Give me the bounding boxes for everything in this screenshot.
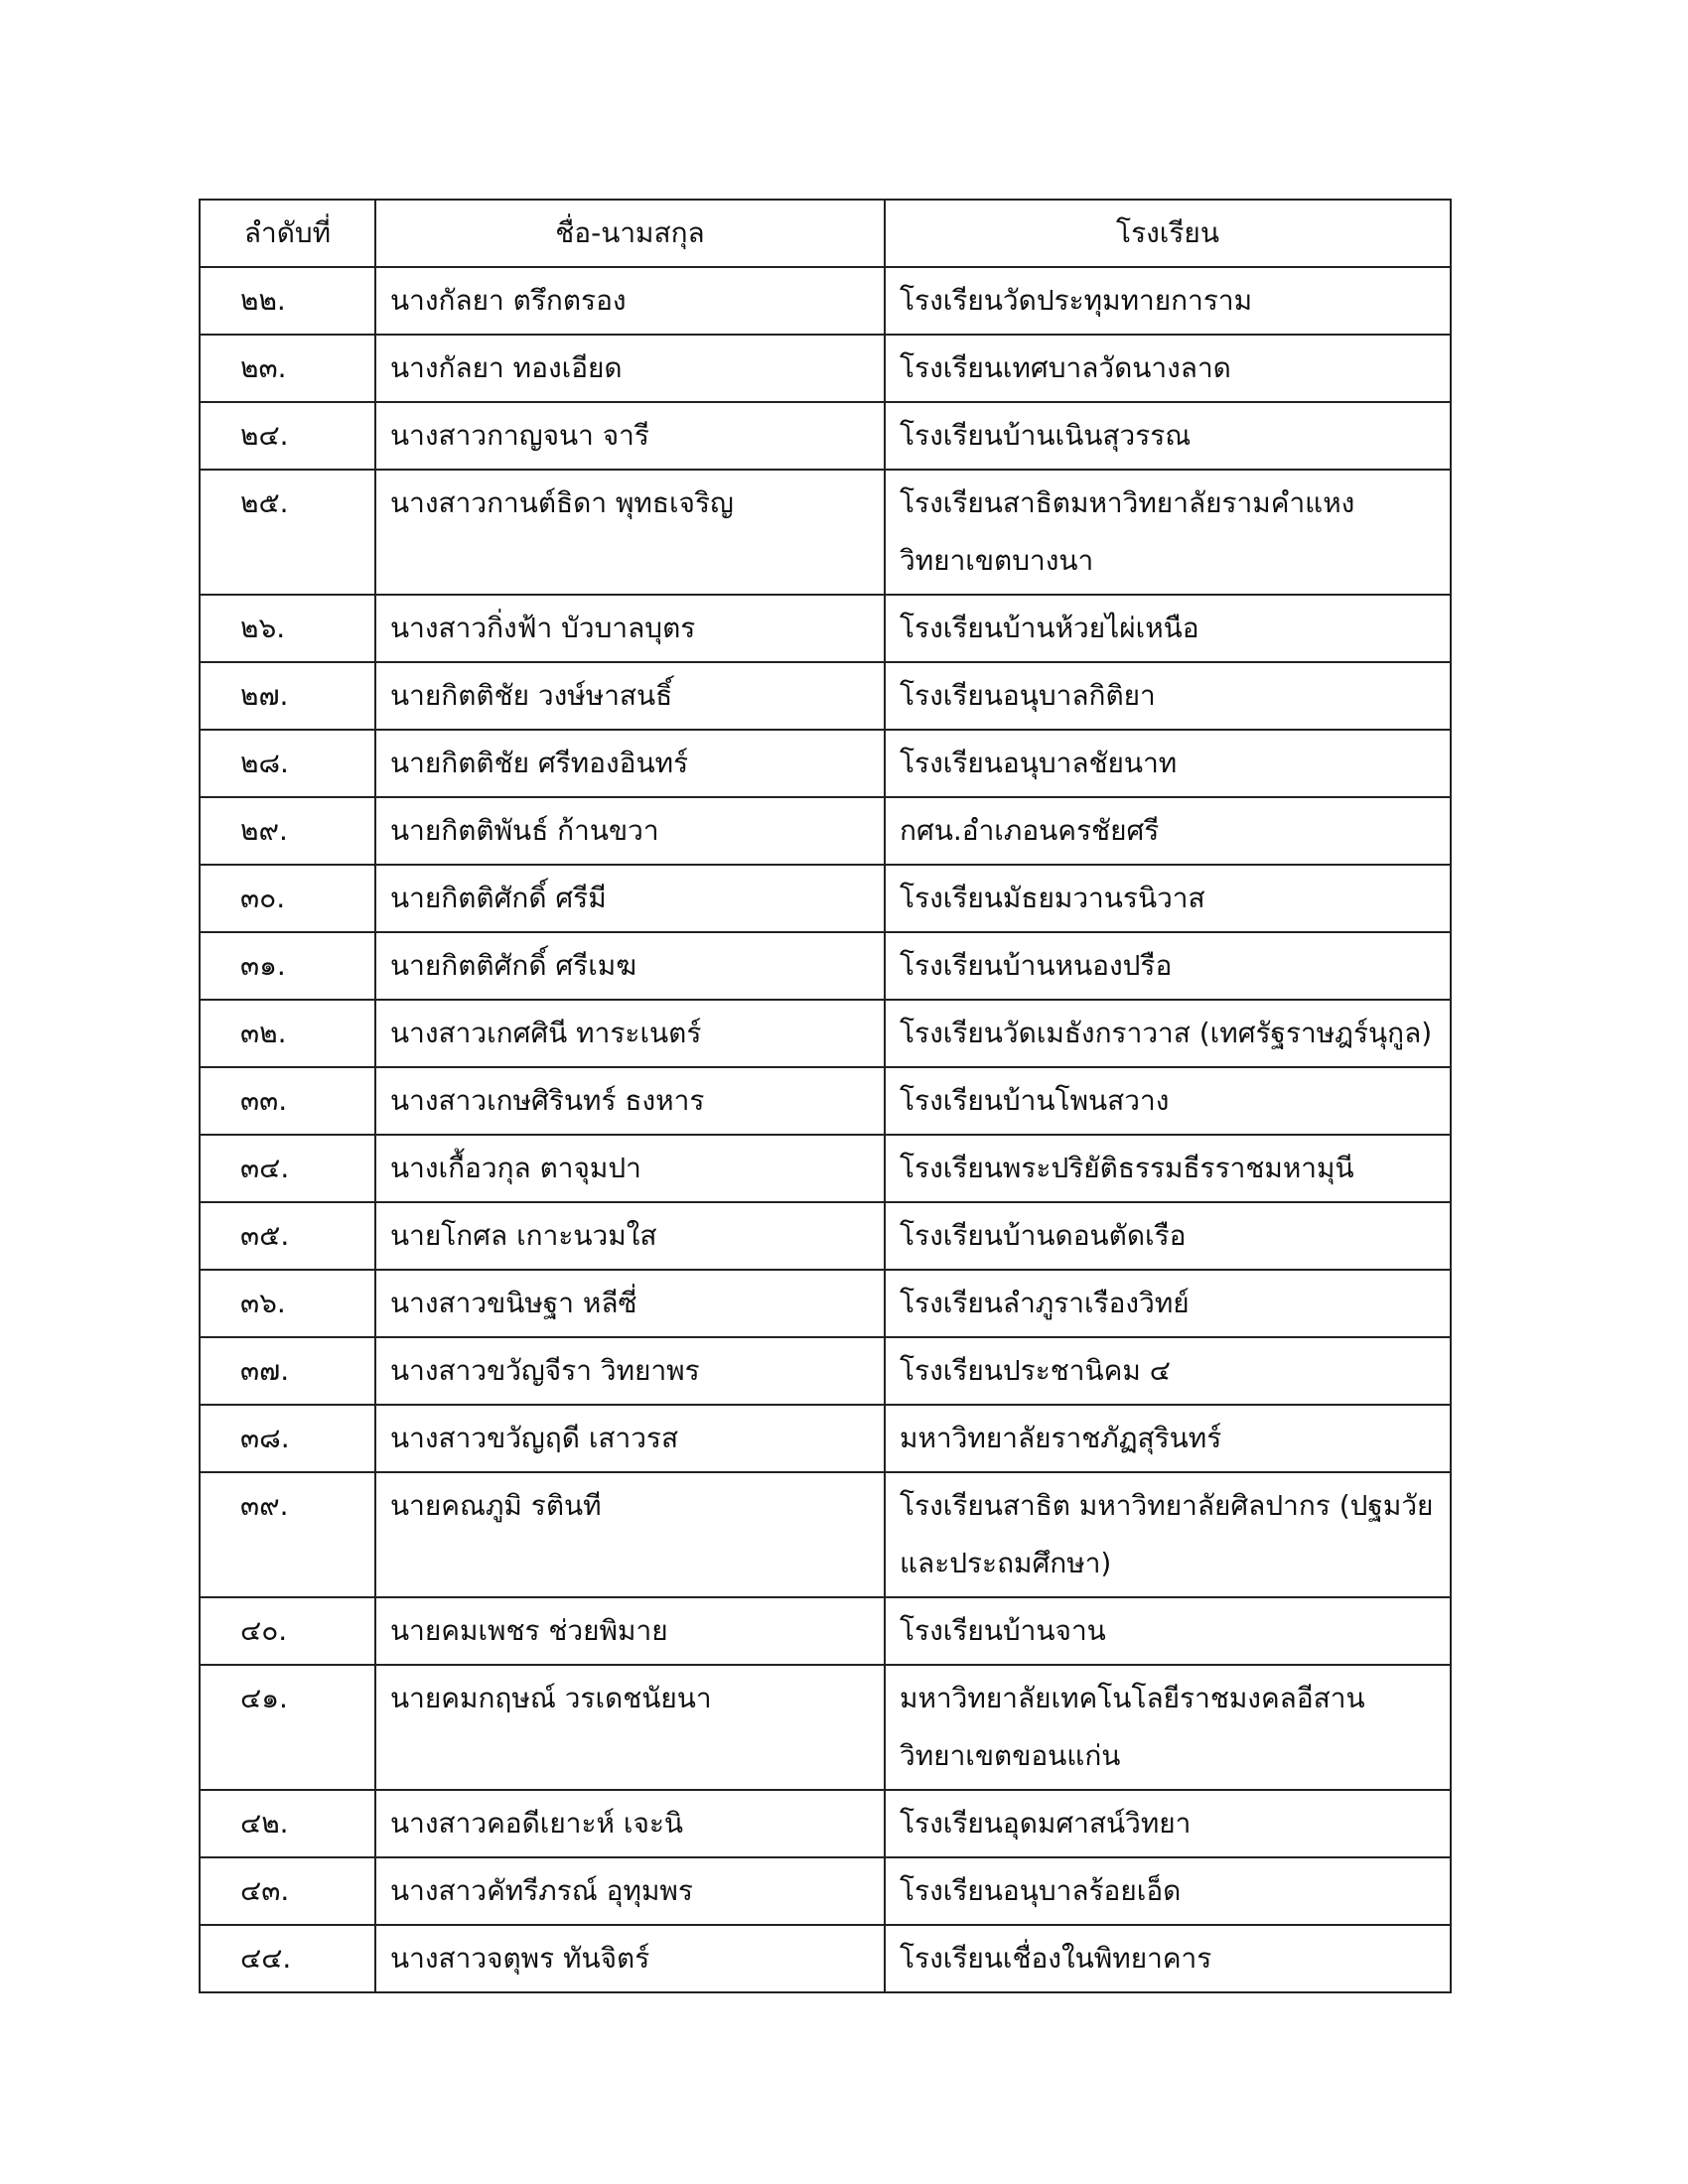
row-number: ๒๔.	[200, 402, 375, 470]
row-number: ๔๐.	[200, 1597, 375, 1665]
roster-table-body	[200, 267, 1451, 1992]
table-row	[200, 1067, 1451, 1135]
row-number: ๒๗.	[200, 662, 375, 730]
table-row	[200, 595, 1451, 662]
table-row	[200, 797, 1451, 865]
row-number: ๓๔.	[200, 1135, 375, 1202]
row-school: มหาวิทยาลัยเทคโนโลยีราชมงคลอีสาน วิทยาเขตขอนแก่น	[885, 1665, 1451, 1790]
row-number: ๓๒.	[200, 1000, 375, 1067]
row-number: ๒๙.	[200, 797, 375, 865]
table-row	[200, 335, 1451, 402]
header-row	[200, 200, 1451, 267]
row-name: นางสาวคัทรีภรณ์ อุทุมพร	[375, 1857, 885, 1925]
row-school: โรงเรียนสาธิตมหาวิทยาลัยรามคำแหง วิทยาเขตบางนา	[885, 470, 1451, 595]
table-row	[200, 1405, 1451, 1472]
row-name: นายโกศล เกาะนวมใส	[375, 1202, 885, 1270]
row-number: ๓๐.	[200, 865, 375, 932]
row-number: ๓๕.	[200, 1202, 375, 1270]
row-number: ๒๕.	[200, 470, 375, 595]
table-row	[200, 932, 1451, 1000]
row-number: ๓๓.	[200, 1067, 375, 1135]
row-name: นางสาวเกษศิรินทร์ ธงหาร	[375, 1067, 885, 1135]
row-name: นายกิตติศักดิ์ ศรีมี	[375, 865, 885, 932]
table-row	[200, 1597, 1451, 1665]
table-row	[200, 1857, 1451, 1925]
row-number: ๒๖.	[200, 595, 375, 662]
table-row	[200, 470, 1451, 595]
row-name: นางสาวจตุพร ทันจิตร์	[375, 1925, 885, 1992]
row-name: นางสาวกาญจนา จารี	[375, 402, 885, 470]
row-school: โรงเรียนอนุบาลร้อยเอ็ด	[885, 1857, 1451, 1925]
row-name: นายกิตติชัย ศรีทองอินทร์	[375, 730, 885, 797]
table-row	[200, 1925, 1451, 1992]
row-number: ๔๒.	[200, 1790, 375, 1857]
row-number: ๔๓.	[200, 1857, 375, 1925]
row-school: กศน.อำเภอนครชัยศรี	[885, 797, 1451, 865]
row-name: นางกัลยา ตรึกตรอง	[375, 267, 885, 335]
table-row	[200, 1790, 1451, 1857]
row-name: นายคณภูมิ รตินที	[375, 1472, 885, 1597]
row-school: โรงเรียนอุดมศาสน์วิทยา	[885, 1790, 1451, 1857]
header-number: ลำดับที่	[200, 200, 375, 267]
row-name: นายคมเพชร ช่วยพิมาย	[375, 1597, 885, 1665]
row-name: นายกิตติศักดิ์ ศรีเมฆ	[375, 932, 885, 1000]
table-row	[200, 662, 1451, 730]
row-school: โรงเรียนพระปริยัติธรรมธีรราชมหามุนี	[885, 1135, 1451, 1202]
row-school: โรงเรียนอนุบาลกิติยา	[885, 662, 1451, 730]
row-school: โรงเรียนบ้านหนองปรือ	[885, 932, 1451, 1000]
table-row	[200, 402, 1451, 470]
roster-table	[199, 199, 1452, 1993]
row-name: นางสาวเกศศินี ทาระเนตร์	[375, 1000, 885, 1067]
row-school: โรงเรียนวัดเมธังกราวาส (เทศรัฐราษฎร์นุกูล)	[885, 1000, 1451, 1067]
table-row	[200, 1472, 1451, 1597]
row-number: ๓๘.	[200, 1405, 375, 1472]
row-name: นางสาวคอดีเยาะห์ เจะนิ	[375, 1790, 885, 1857]
header-name: ชื่อ-นามสกุล	[375, 200, 885, 267]
row-school: โรงเรียนบ้านเนินสุวรรณ	[885, 402, 1451, 470]
row-number: ๓๖.	[200, 1270, 375, 1337]
row-number: ๒๒.	[200, 267, 375, 335]
row-school: โรงเรียนเชื่องในพิทยาคาร	[885, 1925, 1451, 1992]
row-number: ๔๔.	[200, 1925, 375, 1992]
row-school: โรงเรียนมัธยมวานรนิวาส	[885, 865, 1451, 932]
row-school: โรงเรียนเทศบาลวัดนางลาด	[885, 335, 1451, 402]
table-row	[200, 1270, 1451, 1337]
table-row	[200, 1135, 1451, 1202]
row-name: นางสาวกิ่งฟ้า บัวบาลบุตร	[375, 595, 885, 662]
row-name: นายกิตติพันธ์ ก้านขวา	[375, 797, 885, 865]
row-school: มหาวิทยาลัยราชภัฏสุรินทร์	[885, 1405, 1451, 1472]
row-name: นางสาวขวัญจีรา วิทยาพร	[375, 1337, 885, 1405]
row-name: นายกิตติชัย วงษ์ษาสนธิ์	[375, 662, 885, 730]
table-row	[200, 1337, 1451, 1405]
row-name: นางสาวกานต์ธิดา พุทธเจริญ	[375, 470, 885, 595]
row-number: ๒๓.	[200, 335, 375, 402]
row-school: โรงเรียนวัดประทุมทายการาม	[885, 267, 1451, 335]
table-row	[200, 1000, 1451, 1067]
row-number: ๓๙.	[200, 1472, 375, 1597]
row-school: โรงเรียนบ้านจาน	[885, 1597, 1451, 1665]
row-number: ๓๑.	[200, 932, 375, 1000]
row-name: นายคมกฤษณ์ วรเดชนัยนา	[375, 1665, 885, 1790]
row-school: โรงเรียนบ้านโพนสวาง	[885, 1067, 1451, 1135]
row-school: โรงเรียนสาธิต มหาวิทยาลัยศิลปากร (ปฐมวัยและประถมศึกษา)	[885, 1472, 1451, 1597]
header-school: โรงเรียน	[885, 200, 1451, 267]
row-school: โรงเรียนบ้านห้วยไผ่เหนือ	[885, 595, 1451, 662]
table-row	[200, 267, 1451, 335]
row-school: โรงเรียนบ้านดอนตัดเรือ	[885, 1202, 1451, 1270]
row-name: นางกัลยา ทองเอียด	[375, 335, 885, 402]
row-number: ๔๑.	[200, 1665, 375, 1790]
row-name: นางเกื้อวกุล ตาจุมปา	[375, 1135, 885, 1202]
table-row	[200, 1202, 1451, 1270]
row-number: ๓๗.	[200, 1337, 375, 1405]
row-name: นางสาวขนิษฐา หลีซี่	[375, 1270, 885, 1337]
table-row	[200, 865, 1451, 932]
table-row	[200, 1665, 1451, 1790]
row-school: โรงเรียนประชานิคม ๔	[885, 1337, 1451, 1405]
row-school: โรงเรียนอนุบาลชัยนาท	[885, 730, 1451, 797]
row-name: นางสาวขวัญฤดี เสาวรส	[375, 1405, 885, 1472]
row-school: โรงเรียนลำภูราเรืองวิทย์	[885, 1270, 1451, 1337]
row-number: ๒๘.	[200, 730, 375, 797]
table-row	[200, 730, 1451, 797]
roster-table-header	[200, 200, 1451, 267]
